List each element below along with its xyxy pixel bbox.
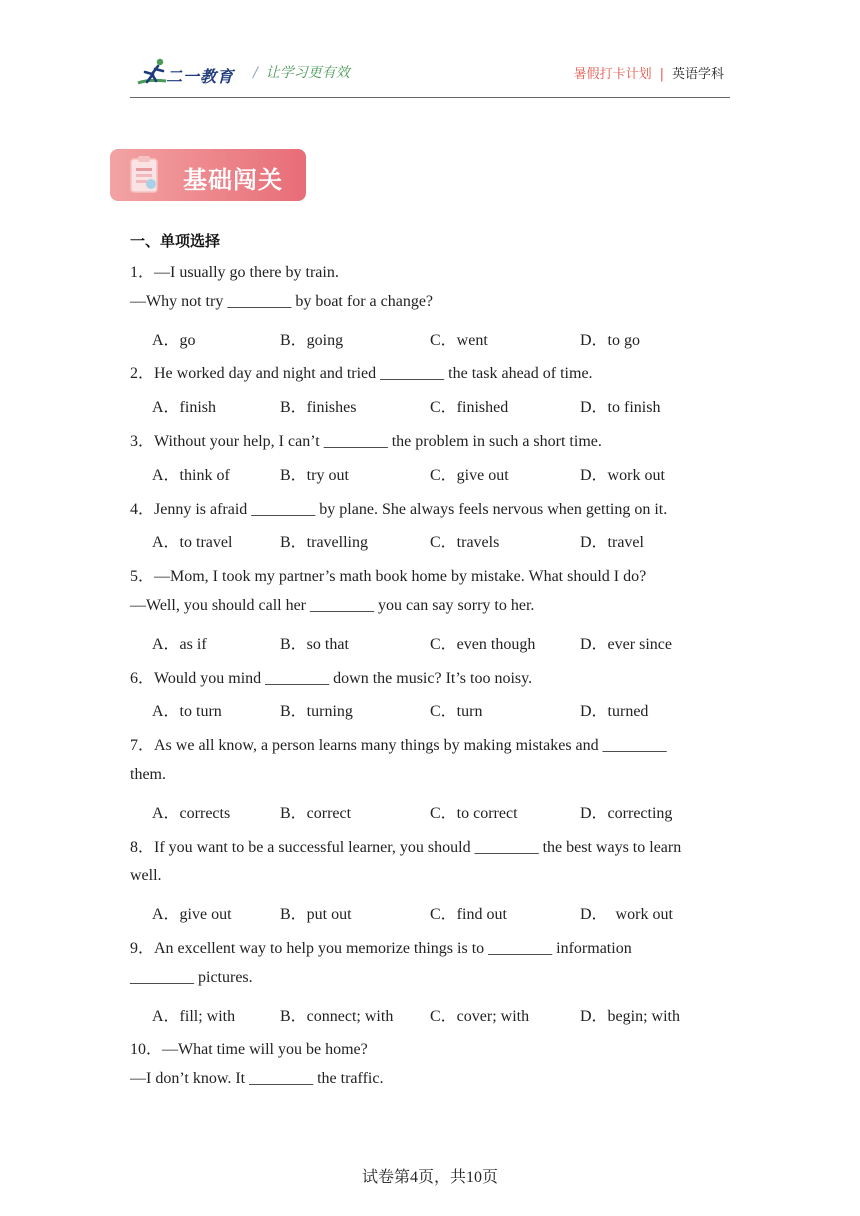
answer-option: B．so that [280, 636, 349, 653]
answer-option: D．travel [580, 534, 644, 551]
badge-text: 基础闯关 [183, 166, 283, 194]
answer-option: D．ever since [580, 636, 672, 653]
answer-option: C．find out [430, 906, 507, 923]
question-text: 6．Would you mind ________ down the music? It’s too noisy. [130, 670, 533, 687]
answer-option: C．turn [430, 703, 483, 720]
question-text: ________ pictures. [130, 969, 253, 986]
answer-option: A．to turn [152, 703, 222, 720]
question-text: 5．—Mom, I took my partner’s math book home by mistake. What should I do? [130, 568, 647, 585]
answer-option: A．think of [152, 467, 230, 484]
answer-option: A．to travel [152, 534, 233, 551]
question-text: 9．An excellent way to help you memorize things is to ________ information [130, 940, 632, 957]
answer-option: C．even though [430, 636, 536, 653]
answer-option: D．begin; with [580, 1008, 680, 1025]
page-footer: 试卷第4页，共10页 [361, 1169, 498, 1186]
question-text: 7．As we all know, a person learns many things by making mistakes and ________ [130, 737, 667, 754]
answer-option: A．corrects [152, 805, 231, 822]
question-text: —Well, you should call her ________ you can say sorry to her. [130, 597, 535, 614]
answer-option: A．finish [152, 399, 217, 416]
question-text: well. [130, 867, 162, 884]
header-right: 暑假打卡计划 | 英语学科 [573, 67, 724, 82]
answer-option: C．give out [430, 467, 509, 484]
logo-text: 二一教育 [166, 67, 235, 86]
answer-option: B．finishes [280, 399, 357, 416]
question-text: 1．—I usually go there by train. [130, 264, 339, 281]
answer-option: D． work out [580, 906, 673, 923]
answer-option: C．cover; with [430, 1008, 530, 1025]
document-icon [128, 155, 162, 195]
answer-option: A．go [152, 332, 196, 349]
answer-option: D．correcting [580, 805, 673, 822]
answer-option: B．try out [280, 467, 349, 484]
question-text: 4．Jenny is afraid ________ by plane. She always feels nervous when getting on it. [130, 501, 668, 518]
answer-option: C．to correct [430, 805, 518, 822]
answer-option: A．as if [152, 636, 207, 653]
answer-option: C．went [430, 332, 488, 349]
answer-option: A．fill; with [152, 1008, 236, 1025]
question-text: 10．—What time will you be home? [130, 1041, 368, 1058]
answer-option: D．to go [580, 332, 641, 349]
plan-label: 暑假打卡计划 [573, 67, 652, 82]
question-text: —I don’t know. It ________ the traffic. [130, 1070, 384, 1087]
page-header [130, 55, 730, 98]
answer-option: B．put out [280, 906, 352, 923]
subject-label: 英语学科 [671, 67, 724, 82]
answer-option: B．correct [280, 805, 352, 822]
answer-option: B．connect; with [280, 1008, 394, 1025]
answer-option: C．travels [430, 534, 500, 551]
question-text: them. [130, 766, 166, 783]
answer-option: B．going [280, 332, 344, 349]
slogan: / 让学习更有效 [253, 65, 350, 81]
answer-option: B．travelling [280, 534, 368, 551]
section-badge [110, 149, 306, 201]
answer-option: D．turned [580, 703, 649, 720]
question-text: 8．If you want to be a successful learner, you should ________ the best ways to learn [130, 839, 682, 856]
answer-option: D．to finish [580, 399, 661, 416]
answer-option: B．turning [280, 703, 353, 720]
answer-option: D．work out [580, 467, 665, 484]
answer-option: A．give out [152, 906, 232, 923]
question-text: —Why not try ________ by boat for a change? [130, 293, 434, 310]
section-title: 一、单项选择 [130, 232, 221, 250]
question-text: 3．Without your help, I can’t ________ the problem in such a short time. [130, 433, 602, 450]
answer-option: C．finished [430, 399, 509, 416]
question-text: 2．He worked day and night and tried ________ the task ahead of time. [130, 365, 593, 382]
